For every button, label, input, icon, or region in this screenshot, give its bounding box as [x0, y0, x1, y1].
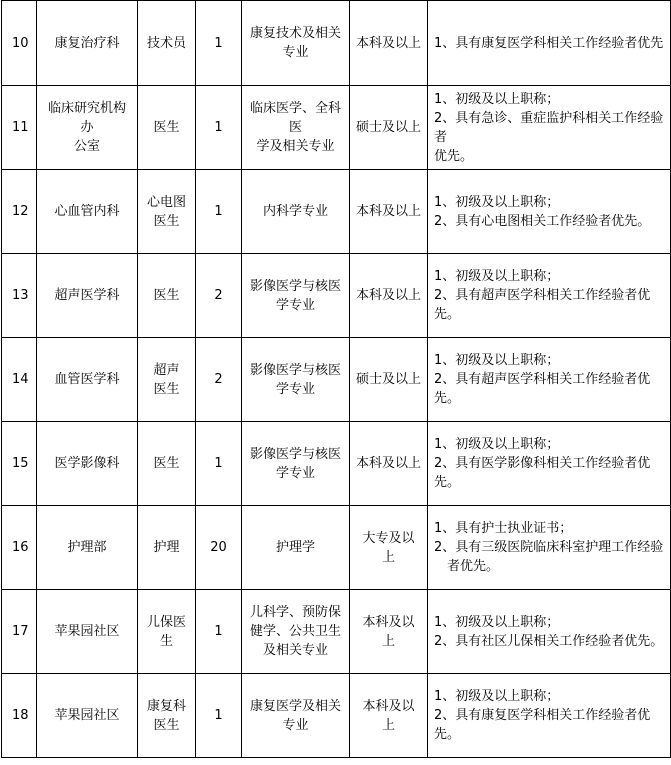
- major-cell-line: 专业: [282, 717, 309, 733]
- department-cell-line: 护理部: [67, 540, 107, 555]
- headcount-cell: 1: [196, 86, 242, 170]
- education-cell-line: 上: [381, 549, 395, 565]
- requirements-cell-line: 2、具有医学影像科相关工作经验者优先。: [434, 456, 651, 490]
- department-cell-line: 超声医学科: [54, 288, 120, 303]
- position-cell: [138, 422, 196, 506]
- requirements-cell: [428, 86, 671, 170]
- department-cell-line: 康复治疗科: [54, 35, 120, 51]
- major-cell-line: 儿科学、预防保: [249, 605, 341, 620]
- major-cell: [242, 170, 350, 254]
- table-row: [2, 338, 671, 422]
- major-cell-line: 临床医学、全科医: [249, 101, 341, 135]
- position-cell-line: 医生: [153, 381, 180, 397]
- major-cell-line: 学及相关专业: [256, 139, 335, 154]
- requirements-cell: [428, 590, 671, 674]
- position-cell-line: 超声: [153, 362, 180, 378]
- department-cell-line: 苹果园社区: [54, 624, 120, 639]
- requirements-cell-line: 1、初级及以上职称；: [434, 353, 560, 368]
- requirements-cell: [428, 170, 671, 254]
- position-cell: [138, 590, 196, 674]
- department-cell-line: 心血管内科: [54, 204, 120, 219]
- major-cell-line: 健学、公共卫生: [249, 624, 341, 639]
- department-cell: [37, 338, 138, 422]
- major-cell-line: 专业: [282, 45, 309, 60]
- department-cell-line: 苹果园社区: [54, 708, 120, 723]
- requirements-cell-line: 1、具有康复医学科相关工作经验者优先: [434, 35, 664, 51]
- headcount-cell: 1: [196, 422, 242, 506]
- position-cell: [138, 674, 196, 758]
- headcount-cell: 1: [196, 590, 242, 674]
- requirements-cell-line: 2、具有超声医学科相关工作经验者优先。: [434, 372, 651, 406]
- position-cell-line: 医生: [153, 213, 180, 229]
- position-cell: [138, 86, 196, 170]
- headcount-cell: 20: [196, 506, 242, 590]
- position-cell-line: 儿保医: [146, 614, 186, 630]
- major-cell: [242, 338, 350, 422]
- major-cell: [242, 590, 350, 674]
- department-cell-line: 血管医学科: [54, 372, 120, 387]
- position-cell-line: 康复科: [146, 698, 186, 714]
- major-cell-line: 康复医学及相关: [249, 698, 341, 714]
- major-cell-line: 内科学专业: [262, 204, 328, 219]
- row-number-cell: 17: [2, 590, 37, 674]
- department-cell: [37, 590, 138, 674]
- row-number-cell: 16: [2, 506, 37, 590]
- department-cell: [37, 170, 138, 254]
- education-cell-line: 大专及以: [362, 530, 415, 546]
- position-cell-line: 医生: [153, 288, 180, 303]
- education-cell-line: 本科及以上: [356, 456, 422, 471]
- education-cell: [350, 590, 428, 674]
- major-cell-line: 影像医学与核医: [249, 446, 341, 462]
- position-cell: [138, 254, 196, 338]
- education-cell-line: 上: [381, 633, 395, 649]
- requirements-cell: [428, 254, 671, 338]
- major-cell-line: 影像医学与核医: [249, 362, 341, 378]
- department-cell-line: 临床研究机构办: [47, 101, 126, 135]
- position-cell: [138, 1, 196, 86]
- row-number-cell: 13: [2, 254, 37, 338]
- major-cell: [242, 254, 350, 338]
- requirements-cell-line: 2、具有超声医学科相关工作经验者优先。: [434, 288, 651, 322]
- requirements-cell-line: 1、初级及以上职称；: [434, 91, 560, 107]
- requirements-cell-line: 1、具有护士执业证书；: [434, 521, 573, 536]
- education-cell-line: 本科及以: [362, 698, 415, 714]
- requirements-cell-line: 优先。: [434, 148, 474, 164]
- major-cell-line: 康复技术及相关: [249, 26, 341, 41]
- requirements-cell-line: 1、初级及以上职称；: [434, 437, 560, 452]
- position-cell-line: 技术员: [146, 35, 186, 51]
- position-cell-line: 心电图: [146, 194, 186, 210]
- major-cell: [242, 1, 350, 86]
- row-number-cell: 14: [2, 338, 37, 422]
- education-cell: [350, 506, 428, 590]
- requirements-cell: [428, 1, 671, 86]
- requirements-cell-line: 2、具有康复医学科相关工作经验者优: [434, 708, 651, 723]
- requirements-cell-line: 2、具有社区儿保相关工作经验者优先。: [434, 633, 664, 649]
- major-cell: [242, 422, 350, 506]
- position-cell: [138, 338, 196, 422]
- row-number-cell: 10: [2, 1, 37, 86]
- education-cell-line: 本科及以上: [356, 288, 422, 303]
- requirements-cell-line: 2、具有三级医院临床科室护理工作经验: [434, 540, 664, 555]
- education-cell: [350, 86, 428, 170]
- headcount-cell: 1: [196, 1, 242, 86]
- department-cell: [37, 422, 138, 506]
- education-cell-line: 本科及以上: [356, 204, 422, 219]
- row-number-cell: 11: [2, 86, 37, 170]
- requirements-cell-line: 2、具有心电图相关工作经验者优先。: [434, 213, 651, 229]
- requirements-cell-line: 先。: [434, 727, 461, 742]
- education-cell: [350, 674, 428, 758]
- position-cell-line: 医生: [153, 120, 180, 135]
- major-cell-line: 学专业: [275, 381, 315, 397]
- row-number-cell: 12: [2, 170, 37, 254]
- education-cell-line: 上: [381, 717, 395, 733]
- department-cell: [37, 674, 138, 758]
- requirements-cell-line: 1、初级及以上职称；: [434, 194, 560, 210]
- department-cell: [37, 506, 138, 590]
- headcount-cell: 1: [196, 674, 242, 758]
- education-cell: [350, 422, 428, 506]
- requirements-cell: [428, 674, 671, 758]
- position-cell-line: 生: [159, 633, 173, 649]
- requirements-cell: [428, 422, 671, 506]
- education-cell-line: 硕士及以上: [356, 120, 422, 135]
- major-cell: [242, 674, 350, 758]
- education-cell: [350, 170, 428, 254]
- headcount-cell: 2: [196, 254, 242, 338]
- position-cell: [138, 170, 196, 254]
- table-row: [2, 254, 671, 338]
- table-row: [2, 506, 671, 590]
- table-row: [2, 1, 671, 86]
- table-row: [2, 674, 671, 758]
- table-row: [2, 422, 671, 506]
- row-number-cell: 15: [2, 422, 37, 506]
- department-cell: [37, 254, 138, 338]
- department-cell-line: 公室: [73, 139, 100, 154]
- education-cell: [350, 254, 428, 338]
- table-row: [2, 86, 671, 170]
- requirements-cell-line: 2、具有急诊、重症监护科相关工作经验者: [434, 110, 664, 145]
- position-cell-line: 医生: [153, 456, 180, 471]
- department-cell: [37, 1, 138, 86]
- education-cell: [350, 338, 428, 422]
- major-cell-line: 学专业: [275, 297, 315, 313]
- major-cell-line: 学专业: [275, 465, 315, 481]
- education-cell-line: 本科及以: [362, 614, 415, 630]
- major-cell-line: 护理学: [275, 540, 315, 555]
- education-cell: [350, 1, 428, 86]
- row-number-cell: 18: [2, 674, 37, 758]
- department-cell-line: 医学影像科: [54, 456, 120, 471]
- requirements-cell-line: 1、初级及以上职称；: [434, 614, 560, 630]
- major-cell: [242, 506, 350, 590]
- education-cell-line: 本科及以上: [356, 35, 422, 51]
- recruitment-table: [1, 0, 671, 758]
- table-row: [2, 170, 671, 254]
- position-cell-line: 护理: [153, 540, 180, 555]
- requirements-cell: [428, 338, 671, 422]
- position-cell: [138, 506, 196, 590]
- headcount-cell: 1: [196, 170, 242, 254]
- table-row: [2, 590, 671, 674]
- requirements-cell-line: 者优先。: [447, 559, 500, 574]
- major-cell: [242, 86, 350, 170]
- major-cell-line: 及相关专业: [262, 643, 328, 658]
- requirements-cell-line: 1、初级及以上职称；: [434, 689, 560, 704]
- requirements-cell-line: 1、初级及以上职称；: [434, 269, 560, 284]
- major-cell-line: 影像医学与核医: [249, 278, 341, 294]
- education-cell-line: 硕士及以上: [356, 372, 422, 387]
- requirements-cell: [428, 506, 671, 590]
- department-cell: [37, 86, 138, 170]
- headcount-cell: 2: [196, 338, 242, 422]
- table-body: [2, 1, 671, 758]
- position-cell-line: 医生: [153, 717, 180, 733]
